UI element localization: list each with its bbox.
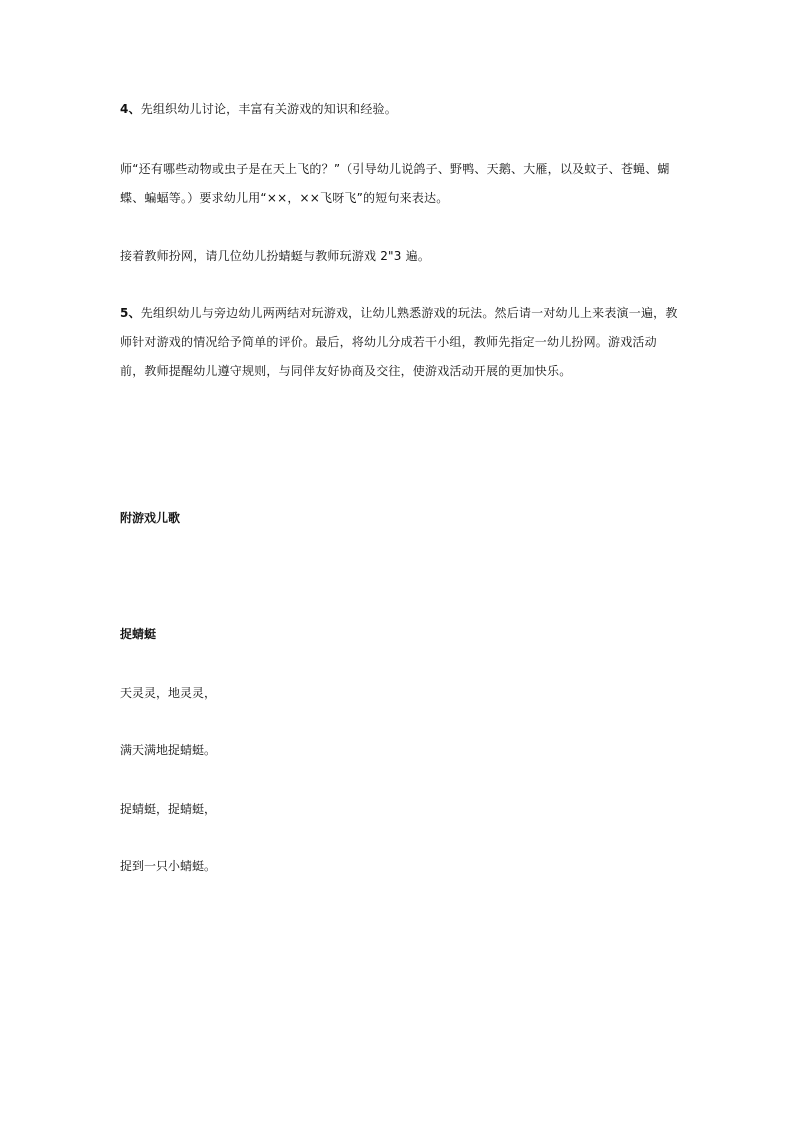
teacher-question-text: 师“还有哪些动物或虫子是在天上飞的？”（引导幼儿说鸽子、野鸭、天鹅、大雁，以及蚊子、苍蝇、蝴蝶、蝙蝠等。）要求幼儿用“××，××飞呀飞”的短句来表达。 (120, 162, 670, 205)
song-title: 捉蜻蜓 (120, 627, 157, 641)
appendix-heading: 附游戏儿歌 (120, 511, 181, 525)
song-line-3: 捉蜻蜓，捉蜻蜓， (120, 802, 217, 816)
teacher-question-paragraph (120, 155, 680, 213)
step-5-text: 先组织幼儿与旁边幼儿两两结对玩游戏，让幼儿熟悉游戏的玩法。然后请一对幼儿上来表演一遍，教师针对游戏的情况给予简单的评价。最后，将幼儿分成若干小组，教师先指定一幼儿扮网。游戏活动前，教师提醒幼儿遵守规则，与同伴友好协商及交往，使游戏活动开展的更加快乐。 (120, 306, 678, 378)
step-5-number: 5、 (120, 306, 141, 320)
step-5-paragraph (120, 299, 680, 386)
teacher-play-paragraph (120, 242, 680, 271)
song-line-1: 天灵灵，地灵灵， (120, 686, 217, 700)
song-line-2: 满天满地捉蜻蜓。 (120, 743, 217, 757)
step-4-number: 4、 (120, 102, 141, 116)
step-4-text: 先组织幼儿讨论，丰富有关游戏的知识和经验。 (140, 102, 397, 116)
teacher-play-text: 接着教师扮网，请几位幼儿扮蜻蜓与教师玩游戏 2"3 遍。 (120, 249, 431, 263)
song-line-4: 捉到一只小蜻蜓。 (120, 859, 217, 873)
step-4-paragraph (120, 95, 680, 124)
